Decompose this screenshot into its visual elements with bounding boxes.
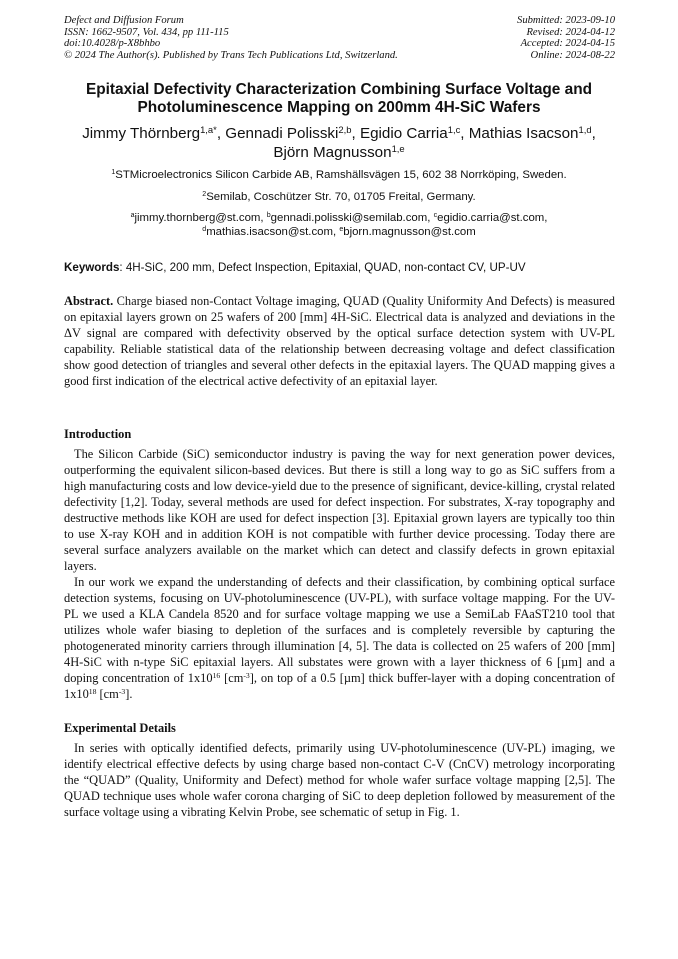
email-d-marker: d — [202, 226, 207, 234]
intro-p2-text-d: [cm — [96, 686, 119, 701]
email-e-marker: e — [339, 226, 344, 234]
intro-p2-text-c: ], on top of a 0.5 [µm] thick buffer-layer with a doping concentration of 1x10 — [64, 670, 615, 701]
revised-date: Revised: 2024-04-12 — [526, 26, 615, 38]
authors-line-1: Jimmy Thörnberg$^{1,a*}$, Gennadi Polisski$^{2,b}$, Egidio Carria$^{1,c}$, Mathias Isacson$^{1,d}$, — [82, 123, 596, 142]
keywords-label: Keywords — [64, 261, 120, 274]
introduction-paragraph-1: The Silicon Carbide (SiC) semiconductor industry is paving the way for next generation power devices, outperforming the equivalent silicon-based devices. But there is still a long way to go as SiC suffers from a high manufacturing costs and low device-yield due to the presence of significant, device-killing, crystal related defectivity [1,2]. Today, several methods are used for defect inspection. For substrates, X-ray topography and destructive methods like KOH are used for defect inspection [3]. Epitaxial grown layers are typically too thin to use X-ray KOH and in addition KOH is not compatible with further device processing. Today there are several surface analyzers available on the market which can detect and classify defects in grown epitaxial layers. — [64, 447, 615, 573]
online-date: Online: 2024-08-22 — [530, 49, 615, 61]
author-2-affil: 2,b — [338, 123, 352, 135]
journal-name: Defect and Diffusion Forum — [64, 15, 184, 26]
authors-line-2 — [40, 143, 638, 162]
affiliation-2 — [40, 190, 638, 204]
accepted-date: Accepted: 2024-04-15 — [520, 38, 615, 50]
abstract-label: Abstract. — [64, 294, 114, 308]
email-d[interactable]: mathias.isacson@st.com — [206, 226, 333, 238]
experimental-paragraph-1: In series with optically identified defects, primarily using UV-photoluminescence (UV-PL) imaging, we identify electrical effective defects by using charge based non-contact C-V (CnCV) metrology incorporating the “QUAD” (Quality, Uniformity and Defect) method for whole wafer surface voltage mapping [2,5]. The QUAD technique uses whole wafer corona charging of SiC to deep depletion followed by measurement of the surface voltage using a vibrating Kelvin Probe, see schematic of setup in Fig. 1. — [64, 741, 615, 819]
intro-p2-text-b: [cm — [220, 670, 244, 685]
affiliation-1-marker: 1 — [111, 169, 116, 177]
paper-title — [40, 81, 638, 117]
author-list — [40, 124, 638, 162]
title-line-1: Epitaxial Defectivity Characterization Combining Surface Voltage and — [85, 81, 592, 98]
intro-p2-exp-3: 18 — [88, 686, 97, 696]
author-4: Mathias Isacson — [468, 125, 579, 142]
email-b[interactable]: gennadi.polisski@semilab.com — [270, 212, 428, 224]
affiliation-2-marker: 2 — [202, 191, 207, 199]
email-b-marker: b — [266, 212, 271, 220]
author-4-affil: 1,d — [578, 123, 592, 135]
issn-volume: ISSN: 1662-9507, Vol. 434, pp 111-115 — [64, 26, 229, 38]
author-5: Björn Magnusson — [273, 144, 392, 161]
email-c[interactable]: egidio.carria@st.com — [437, 212, 545, 224]
author-5-affil: 1,e — [391, 142, 405, 154]
author-2: Gennadi Polisski — [225, 125, 339, 142]
author-3-affil: 1,c — [447, 123, 461, 135]
experimental-heading: Experimental Details — [64, 721, 176, 735]
journal-info — [64, 15, 398, 61]
title-line-2: Photoluminescence Mapping on 200mm 4H-SiC Wafers — [137, 99, 541, 116]
author-3: Egidio Carria — [359, 125, 448, 142]
affiliation-1-text: STMicroelectronics Silicon Carbide AB, Ramshällsvägen 15, 602 38 Norrköping, Sweden. — [115, 169, 567, 181]
introduction-heading: Introduction — [64, 427, 132, 441]
intro-p2-text-a: In our work we expand the understanding of defects and their classification, by combining optical surface detection systems, focusing on UV-photoluminescence (UV-PL), with surface voltage mapping. For the UV-PL we used a KLA Candela 8520 and for surface voltage mapping we use a SemiLab FAaST210 tool that utilizes whole wafer biasing to depletion of the surfaces and is completely reversible by capturing the photogenerated minority carriers through illumination [4, 5]. The data is collected on 25 wafers of 200 [mm] 4H-SiC with n-type SiC epitaxial layers. All substates were grown with a layer thickness of 6 [µm] and a doping concentration of 1x10 — [64, 575, 615, 685]
abstract-text: Charge biased non-Contact Voltage imaging, QUAD (Quality Uniformity And Defects) is measured on epitaxial layers grown on 25 wafers of 200 [mm] 4H-SiC. Electrical data is analyzed and deviations in the ΔV signal are compared with defectivity observed by the optical surface detection system with UV-PL capability. Reliable statistical data of the relationship between decreasing voltage and defect classification show good detection of triangles and several other defects in the epitaxial layers. The QUAD mapping gives a good first indication of the electrical active defectivity of an epitaxial layer. — [64, 294, 615, 388]
email-c-marker: c — [433, 212, 438, 220]
submitted-date: Submitted: 2023-09-10 — [517, 15, 615, 26]
email-line-2: $^d$mathias.isacson@st.com, $^e$bjorn.magnusson@st.com — [202, 226, 476, 238]
doi: doi:10.4028/p-X8bhbo — [64, 38, 161, 50]
email-a-marker: a — [130, 212, 135, 220]
introduction-paragraph-2 — [64, 575, 615, 703]
intro-p2-exp-1: 16 — [212, 670, 221, 680]
intro-p2-exp-4: -3 — [118, 686, 126, 696]
author-1: Jimmy Thörnberg — [82, 125, 201, 142]
keywords — [64, 261, 615, 275]
author-1-affil: 1,a* — [200, 123, 217, 135]
affiliation-1 — [40, 168, 638, 182]
copyright: © 2024 The Author(s). Published by Trans Tech Publications Ltd, Switzerland. — [64, 49, 398, 61]
intro-p2-exp-2: -3 — [243, 670, 250, 680]
abstract — [64, 294, 615, 390]
intro-p2-text-e: ]. — [125, 686, 133, 701]
keywords-text: : 4H-SiC, 200 mm, Defect Inspection, Epitaxial, QUAD, non-contact CV, UP-UV — [119, 261, 526, 274]
email-e[interactable]: bjorn.magnusson@st.com — [343, 226, 476, 238]
email-a[interactable]: jimmy.thornberg@st.com — [134, 212, 261, 224]
email-line-1: $^a$jimmy.thornberg@st.com, $^b$gennadi.polisski@semilab.com, $^c$egidio.carria@st.com, — [130, 212, 548, 224]
dates-info — [517, 15, 615, 61]
affiliation-2-text: Semilab, Coschützer Str. 70, 01705 Freital, Germany. — [206, 191, 476, 203]
